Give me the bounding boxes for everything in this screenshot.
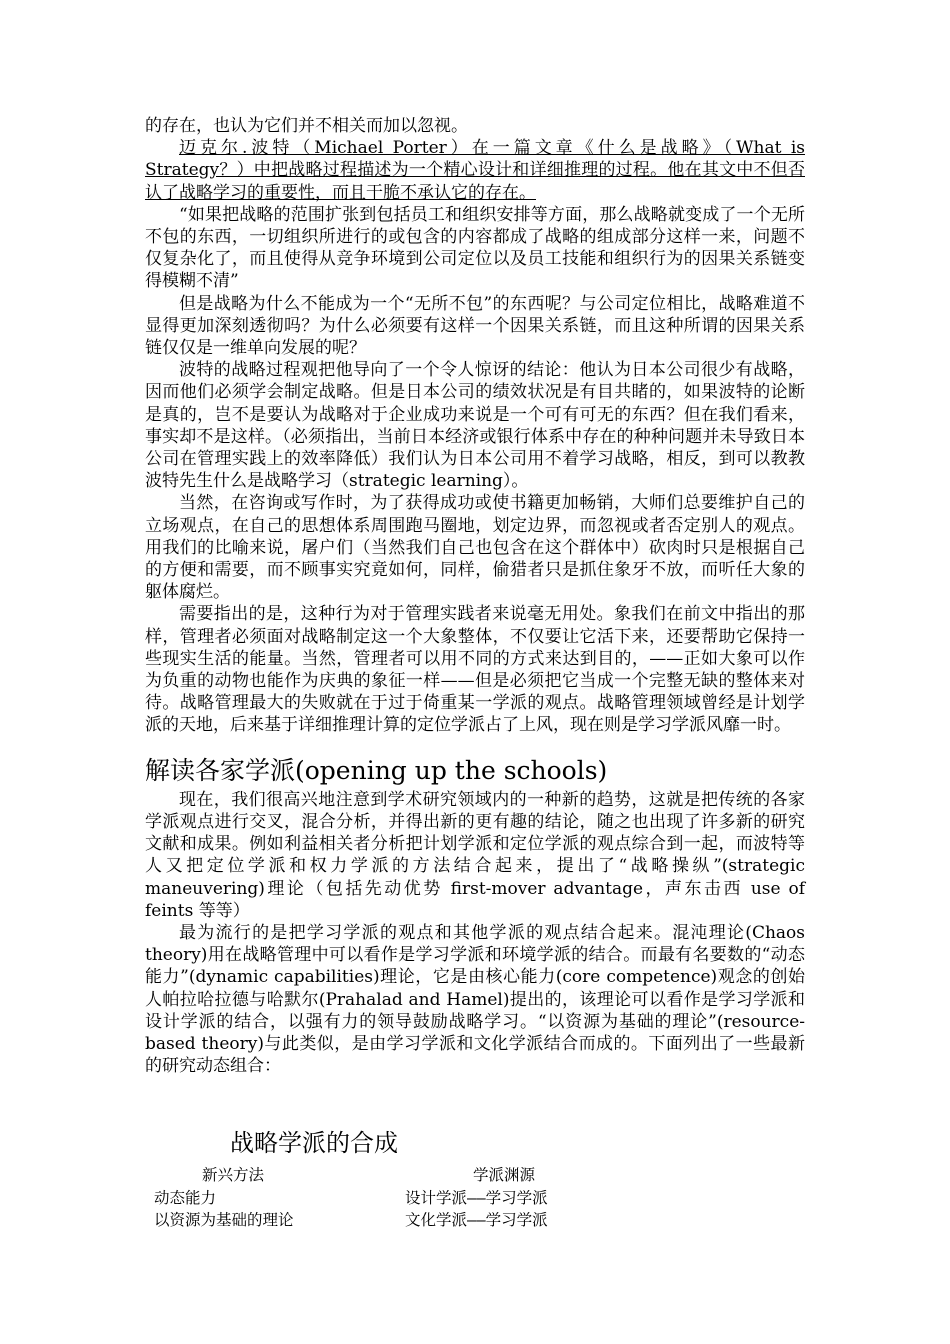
table-row xyxy=(150,1187,650,1209)
table-title: 战略学派的合成 xyxy=(230,1129,398,1157)
table-cell-origin: 文化学派——学习学派 xyxy=(405,1211,548,1229)
section-heading: 解读各家学派(opening up the schools) xyxy=(145,755,608,785)
table-cell-method: 以资源为基础的理论 xyxy=(154,1211,294,1229)
table-header-origin: 学派渊源 xyxy=(473,1166,536,1184)
paragraph-learning-combos: 最为流行的是把学习学派的观点和其他学派的观点结合起来。混沌理论(Chaos theory)用在战略管理中可以看作是学习学派和环境学派的结合。而最有名要数的“动态能力”(dynamic capabilities)理论，它是由核心能力(core competence)观念的创始人帕拉哈拉德与哈默尔(Prahalad and Hamel)提出的，该理论可以看作是学习学派和设计学派的结合，以强有力的领导鼓励战略学习。“以资源为基础的理论”(resource-based theory)与此类似，是由学习学派和文化学派结合而成的。下面列出了一些最新的研究动态组合： xyxy=(145,922,805,1077)
table-row xyxy=(150,1209,650,1231)
paragraph-practitioners: 需要指出的是，这种行为对于管理实践者来说毫无用处。象我们在前文中指出的那样，管理者必须面对战略制定这一个大象整体，不仅要让它活下来，还要帮助它保持一些现实生活的能量。当然，管理者可以用不同的方式来达到目的，——正如大象可以作为负重的动物也能作为庆典的象征一样——但是必须把它当成一个完整无缺的整体来对待。战略管理最大的失败就在于过于倚重某一学派的观点。战略管理领域曾经是计划学派的天地，后来基于详细推理计算的定位学派占了上风，现在则是学习学派风靡一时。 xyxy=(145,604,805,736)
paragraph-new-trend: 现在，我们很高兴地注意到学术研究领域内的一种新的趋势，这就是把传统的各家学派观点进行交叉，混合分析，并得出新的更有趣的结论，随之也出现了许多新的研究文献和成果。例如利益相关者分析把计划学派和定位学派的观点综合到一起，而波特等人又把定位学派和权力学派的方法结合起来，提出了“战略操纵”(strategic maneuvering)理论（包括先动优势 first-mover advantage，声东击西 use of feints 等等） xyxy=(145,789,805,921)
paragraph-japan: 波特的战略过程观把他导向了一个令人惊讶的结论：他认为日本公司很少有战略，因而他们必须学会制定战略。但是日本公司的绩效状况是有目共睹的，如果波特的论断是真的，岂不是要认为战略对于企业成功来说是一个可有可无的东西？但在我们看来，事实却不是这样。（必须指出，当前日本经济或银行体系中存在的种种问题并未导致日本公司在管理实践上的效率降低）我们认为日本公司用不着学习战略，相反，到可以教教波特先生什么是战略学习（strategic learning）。 xyxy=(145,360,805,492)
table-header-row xyxy=(150,1164,650,1186)
paragraph-continuation: 的存在，也认为它们并不相关而加以忽视。 xyxy=(145,116,468,136)
paragraph-porter-quote: “如果把战略的范围扩张到包括员工和组织安排等方面，那么战略就变成了一个无所不包的东西，一切组织所进行的或包含的内容都成了战略的组成部分这样一来，问题不仅复杂化了，而且使得从竞争环境到公司定位以及员工技能和组织行为的因果关系链变得模糊不清” xyxy=(145,204,805,292)
document-body xyxy=(145,115,805,1077)
table-cell-method: 动态能力 xyxy=(154,1189,217,1207)
paragraph-question: 但是战略为什么不能成为一个“无所不包”的东西呢？与公司定位相比，战略难道不显得更加深刻透彻吗？为什么必须要有这样一个因果关系链，而且这种所谓的因果关系链仅仅是一维单向发展的呢？ xyxy=(145,293,805,359)
table-cell-origin: 设计学派——学习学派 xyxy=(405,1189,548,1207)
table-header-method: 新兴方法 xyxy=(202,1166,265,1184)
paragraph-masters: 当然，在咨询或写作时，为了获得成功或使书籍更加畅销，大师们总要维护自己的立场观点，在自己的思想体系周围跑马圈地，划定边界，而忽视或者否定别人的观点。用我们的比喻来说，屠户们（当然我们自己也包含在这个群体中）砍肉时只是根据自己的方便和需要，而不顾事实究竟如何，同样，偷猎者只是抓住象牙不放，而听任大象的躯体腐烂。 xyxy=(145,493,805,603)
paragraph-porter-article: 迈克尔.波特（Michael Porter）在一篇文章《什么是战略》（What is Strategy？）中把战略过程描述为一个精心设计和详细推理的过程。他在其文中不但否认了战略学习的重要性，而且干脆不承认它的存在。 xyxy=(145,138,805,203)
